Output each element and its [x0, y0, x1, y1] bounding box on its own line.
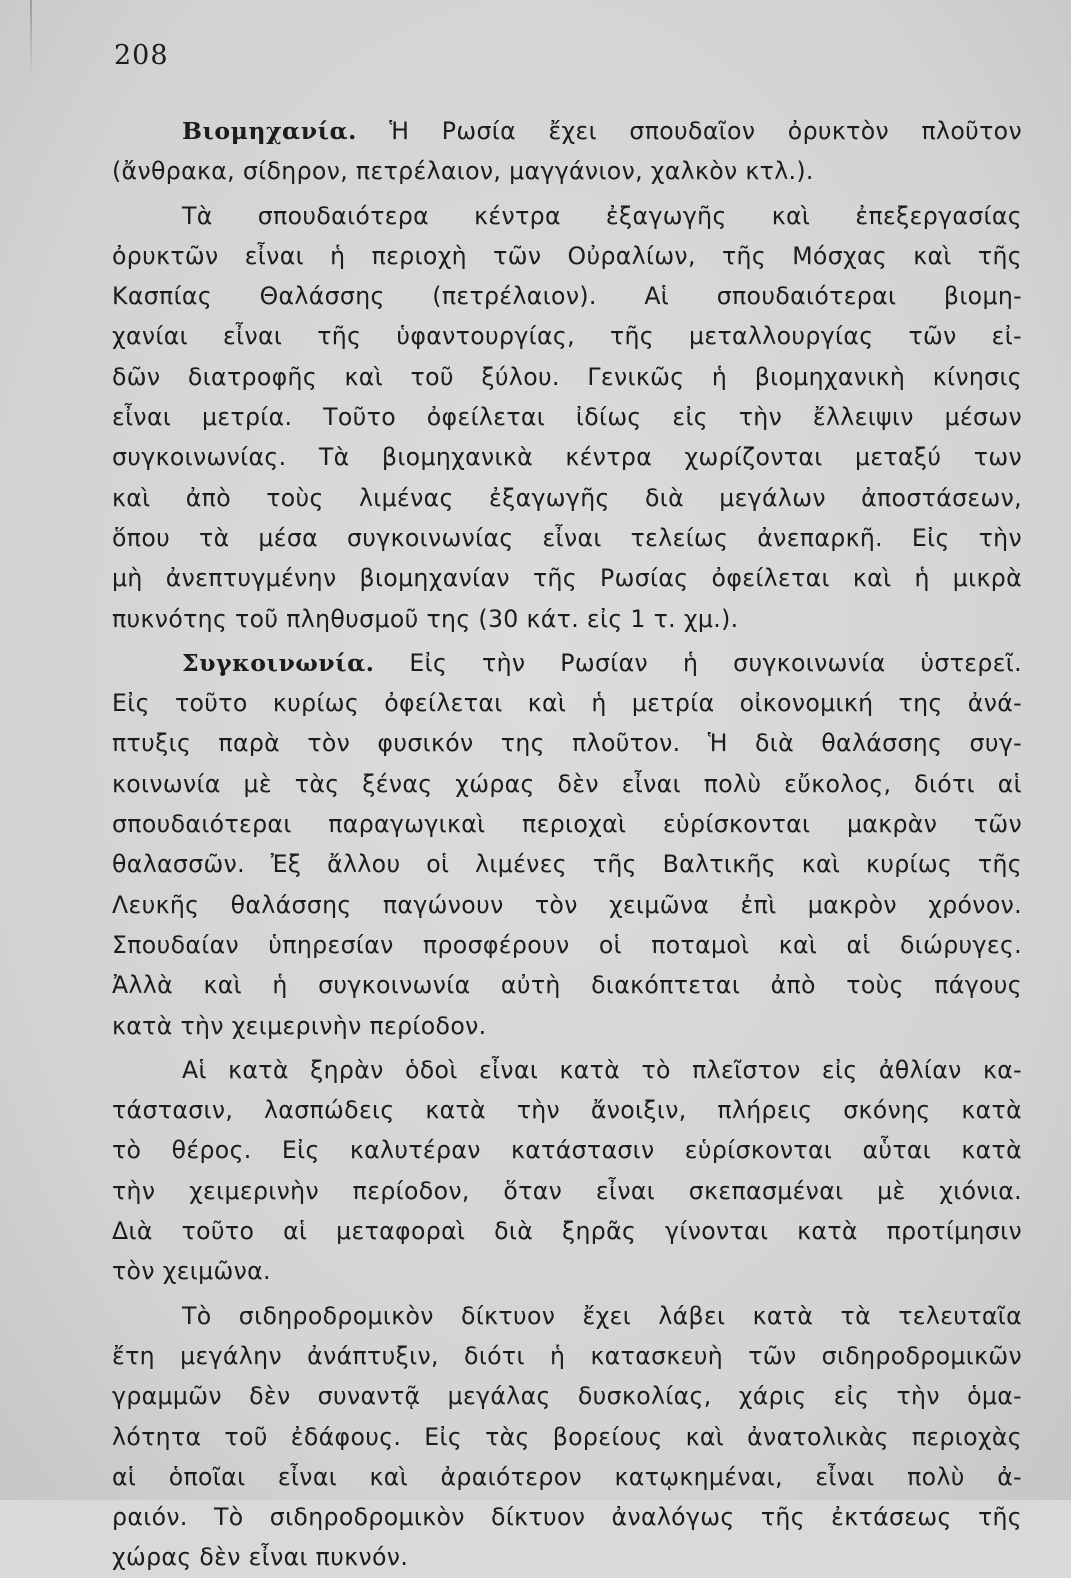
text-line: ἔτη μεγάλην ἀνάπτυξιν, διότι ἡ κατασκευὴ τῶν σιδηροδρομικῶν [112, 1341, 1022, 1370]
text-line [112, 643, 1022, 683]
text-line: Λευκῆς θαλάσσης παγώνουν τὸν χειμῶνα ἐπὶ μακρὸν χρόνον. [112, 890, 1022, 919]
text-line: (ἄνθρακα, σίδηρον, πετρέλαιον, μαγγάνιον, χαλκὸν κτλ.). [112, 157, 814, 186]
line-text: Εἰς τὴν Ρωσίαν ἡ συγκοινωνία ὑστερεῖ. [409, 648, 1022, 677]
text-line: εἶναι μετρία. Τοῦτο ὀφείλεται ἰδίως εἰς τὴν ἔλλειψιν μέσων [112, 403, 1022, 432]
paragraph [112, 111, 1022, 192]
text-line: δῶν διατροφῆς καὶ τοῦ ξύλου. Γενικῶς ἡ βιομηχανικὴ κίνησις [112, 362, 1022, 391]
text-line: λότητα τοῦ ἐδάφους. Εἰς τὰς βορείους καὶ ἀνατολικὰς περιοχὰς [112, 1422, 1022, 1451]
text-line: θαλασσῶν. Ἐξ ἄλλου οἱ λιμένες τῆς Βαλτικῆς καὶ κυρίως τῆς [112, 850, 1022, 879]
text-line: μὴ ἀνεπτυγμένην βιομηχανίαν τῆς Ρωσίας ὀφείλεται καὶ ἡ μικρὰ [112, 564, 1022, 593]
text-line: ὀρυκτῶν εἶναι ἡ περιοχὴ τῶν Οὐραλίων, τῆς Μόσχας καὶ τῆς [112, 241, 1022, 270]
binding-edge-shadow [30, 0, 32, 80]
section-heading: Βιομηχανία. [182, 117, 357, 145]
text-line: χώρας δὲν εἶναι πυκνόν. [112, 1543, 409, 1572]
text-line: τὸ θέρος. Εἰς καλυτέραν κατάστασιν εὑρίσκονται αὗται κατὰ [112, 1136, 1022, 1165]
text-line: Εἰς τοῦτο κυρίως ὀφείλεται καὶ ἡ μετρία οἰκονομική της ἀνά- [112, 689, 1022, 718]
text-line: πτυξις παρὰ τὸν φυσικόν της πλοῦτον. Ἡ διὰ θαλάσσης συγ- [112, 729, 1022, 758]
text-line: Σπουδαίαν ὑπηρεσίαν προσφέρουν οἱ ποταμοὶ καὶ αἱ διώρυγες. [112, 930, 1022, 959]
text-line: κοινωνία μὲ τὰς ξένας χώρας δὲν εἶναι πολὺ εὔκολος, διότι αἱ [112, 769, 1022, 798]
text-line: γραμμῶν δὲν συναντᾷ μεγάλας δυσκολίας, χάρις εἰς τὴν ὁμα- [112, 1382, 1022, 1411]
text-line: τὴν χειμερινὴν περίοδον, ὅταν εἶναι σκεπασμέναι μὲ χιόνια. [112, 1176, 1022, 1205]
text-line: Τὰ σπουδαιότερα κέντρα ἐξαγωγῆς καὶ ἐπεξεργασίας [182, 201, 1022, 230]
line-text: Ἡ Ρωσία ἔχει σπουδαῖον ὀρυκτὸν πλοῦτον [389, 117, 1022, 145]
body-text [112, 111, 1022, 1578]
paragraph [112, 1050, 1022, 1292]
text-line: σπουδαιότεραι παραγωγικαὶ περιοχαὶ εὑρίσκονται μακρὰν τῶν [112, 810, 1022, 839]
text-line: Τὸ σιδηροδρομικὸν δίκτυον ἔχει λάβει κατὰ τὰ τελευταῖα [182, 1301, 1022, 1330]
text-line: ραιόν. Τὸ σιδηροδρομικὸν δίκτυον ἀναλόγως τῆς ἐκτάσεως τῆς [112, 1503, 1022, 1532]
text-line [112, 111, 1022, 151]
paragraph [112, 643, 1022, 1046]
text-line: κατὰ τὴν χειμερινὴν περίοδον. [112, 1011, 487, 1040]
text-line: Διὰ τοῦτο αἱ μεταφοραὶ διὰ ξηρᾶς γίνονται κατὰ προτίμησιν [112, 1217, 1022, 1246]
text-line: τὸν χειμῶνα. [112, 1257, 271, 1286]
section-heading: Συγκοινωνία. [182, 648, 375, 677]
text-line: Αἱ κατὰ ξηρὰν ὁδοὶ εἶναι κατὰ τὸ πλεῖστον εἰς ἀθλίαν κα- [182, 1055, 1022, 1084]
text-line: τάστασιν, λασπώδεις κατὰ τὴν ἄνοιξιν, πλήρεις σκόνης κατὰ [112, 1096, 1022, 1125]
text-line: πυκνότης τοῦ πληθυσμοῦ της (30 κάτ. εἰς 1 τ. χμ.). [112, 604, 739, 633]
paragraph [112, 1296, 1022, 1578]
text-line: αἱ ὁποῖαι εἶναι καὶ ἀραιότερον κατῳκημέναι, εἶναι πολὺ ἀ- [112, 1462, 1022, 1491]
text-line: συγκοινωνίας. Τὰ βιομηχανικὰ κέντρα χωρίζονται μεταξύ των [112, 443, 1022, 472]
text-line: Ἀλλὰ καὶ ἡ συγκοινωνία αὐτὴ διακόπτεται ἀπὸ τοὺς πάγους [112, 971, 1022, 1000]
text-line: χανίαι εἶναι τῆς ὑφαντουργίας, τῆς μεταλλουργίας τῶν εἰ- [112, 322, 1022, 351]
page-number: 208 [114, 40, 169, 71]
text-line: Κασπίας Θαλάσσης (πετρέλαιον). Αἱ σπουδαιότεραι βιομη- [112, 282, 1022, 311]
text-line: καὶ ἀπὸ τοὺς λιμένας ἐξαγωγῆς διὰ μεγάλων ἀποστάσεων, [112, 483, 1022, 512]
text-line: ὅπου τὰ μέσα συγκοινωνίας εἶναι τελείως ἀνεπαρκῆ. Εἰς τὴν [112, 523, 1022, 552]
paragraph [112, 196, 1022, 639]
